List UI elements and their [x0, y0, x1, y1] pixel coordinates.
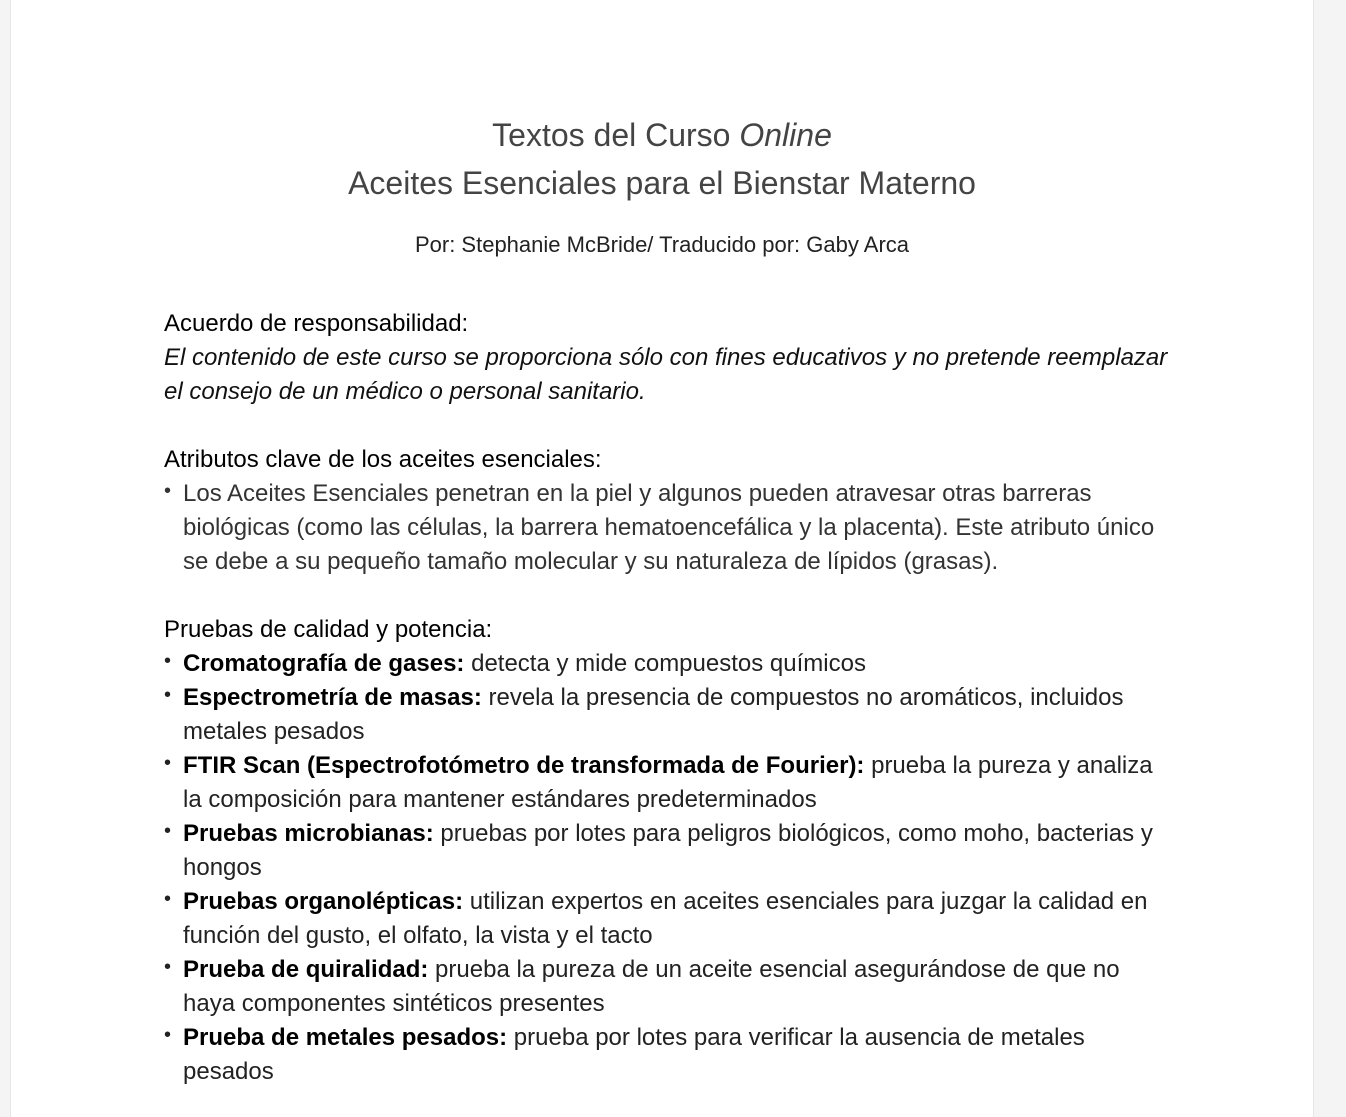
test-term: Pruebas microbianas: — [183, 820, 434, 847]
list-item — [164, 953, 1174, 1021]
attributes-list — [164, 477, 1174, 579]
list-item — [164, 681, 1174, 749]
title-online-italic: Online — [739, 117, 832, 153]
quality-tests-heading: Pruebas de calidad y potencia: — [164, 616, 493, 643]
test-description: detecta y mide compuestos químicos — [464, 650, 866, 677]
bullet-icon: • — [164, 1024, 172, 1046]
test-term: Pruebas organolépticas: — [183, 888, 464, 915]
test-term: Prueba de metales pesados: — [183, 1024, 508, 1051]
bullet-icon: • — [164, 480, 172, 502]
test-term: Cromatografía de gases: — [183, 650, 465, 677]
quality-tests-list — [164, 647, 1174, 1089]
bullet-icon: • — [164, 956, 172, 978]
document-title — [11, 112, 1313, 208]
title-line-1: Textos del Curso Online — [492, 117, 832, 153]
list-item — [164, 817, 1174, 885]
bullet-icon: • — [164, 820, 172, 842]
document-page — [10, 0, 1314, 1117]
test-term: FTIR Scan (Espectrofotómetro de transformada de Fourier): — [183, 752, 865, 779]
test-description: revela la presencia de compuestos no aromáticos, incluidos metales pesados — [183, 684, 1124, 745]
list-item — [164, 885, 1174, 953]
bullet-icon: • — [164, 684, 172, 706]
list-item — [164, 1021, 1174, 1089]
attributes-section — [164, 443, 1174, 579]
disclaimer-text: El contenido de este curso se proporciona sólo con fines educativos y no pretende reemplazar el consejo de un médico o personal sanitario. — [164, 344, 1168, 405]
test-description: prueba la pureza de un aceite esencial asegurándose de que no haya componentes sintéticos presentes — [183, 956, 1120, 1017]
list-item — [164, 749, 1174, 817]
bullet-icon: • — [164, 650, 172, 672]
author-byline: Por: Stephanie McBride/ Traducido por: Gaby Arca — [414, 232, 910, 257]
test-term: Prueba de quiralidad: — [183, 956, 429, 983]
title-line-2: Aceites Esenciales para el Bienstar Materno — [348, 165, 976, 201]
disclaimer-heading: Acuerdo de responsabilidad: — [164, 310, 469, 337]
bullet-icon: • — [164, 752, 172, 774]
test-description: utilizan expertos en aceites esenciales para juzgar la calidad en función del gusto, el olfato, la vista y el tacto — [183, 888, 1148, 949]
quality-tests-section — [164, 613, 1174, 1089]
disclaimer-section — [164, 307, 1174, 409]
test-term: Espectrometría de masas: — [183, 684, 482, 711]
attributes-heading: Atributos clave de los aceites esenciales: — [164, 446, 602, 473]
bullet-icon: • — [164, 888, 172, 910]
test-description: prueba la pureza y analiza la composición para mantener estándares predeterminados — [183, 752, 1153, 813]
list-item: • Los Aceites Esenciales penetran en la piel y algunos pueden atravesar otras barreras biológicas (como las células, la barrera hematoencefálica y la placenta). Este atributo único se debe a su pequeño tamaño molecular y su naturaleza de lípidos (grasas). — [164, 477, 1174, 579]
test-description: pruebas por lotes para peligros biológicos, como moho, bacterias y hongos — [183, 820, 1153, 881]
test-description: prueba por lotes para verificar la ausencia de metales pesados — [183, 1024, 1085, 1085]
list-item — [164, 647, 1174, 681]
